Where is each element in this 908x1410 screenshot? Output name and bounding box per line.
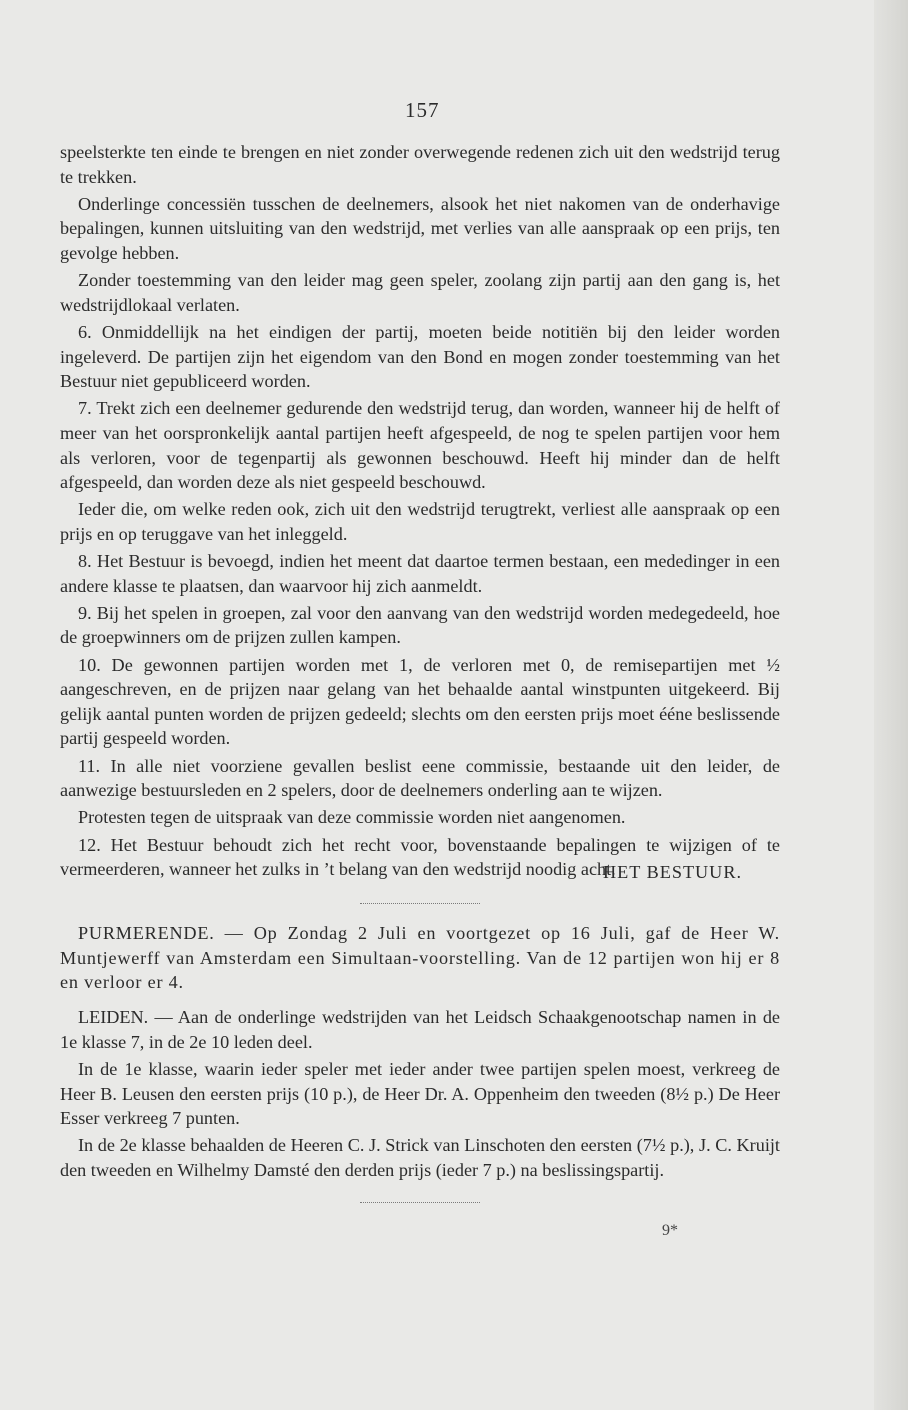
separator	[60, 1185, 780, 1210]
body-text	[60, 140, 780, 1220]
page-number: 157	[405, 98, 440, 122]
signature-mark: 9*	[662, 1222, 678, 1239]
scan-edge	[874, 0, 908, 1410]
paragraph: In de 2e klasse behaalden de Heeren C. J. Strick van Linschoten den eersten (7½ p.), J. C. Kruijt den tweeden en Wilhelmy Damsté den derden prijs (ieder 7 p.) na beslissingspartij.	[60, 1135, 780, 1181]
paragraph: LEIDEN. — Aan de onderlinge wedstrijden van het Leidsch Schaakgenootschap namen in de 1e klasse 7, in de 2e 10 leden deel.	[60, 1007, 780, 1052]
paragraph: Protesten tegen de uitspraak van deze commissie worden niet aangenomen.	[78, 807, 626, 828]
paragraph: 9. Bij het spelen in groepen, zal voor den aanvang van den wedstrijd worden medegedeeld, hoe de groepwinners om de prijzen zullen kampen.	[60, 602, 780, 648]
paragraph: 6. Onmiddellijk na het eindigen der partij, moeten beide notitiën bij den leider worden ingeleverd. De partijen zijn het eigendom van den Bond en mogen zonder toestemming van het Bestuur niet gepubliceerd worden.	[60, 321, 780, 392]
paragraph: 7. Trekt zich een deelnemer gedurende den wedstrijd terug, dan worden, wanneer hij de helft of meer van het oorspronkelijk aantal partijen heeft afgespeeld, de nog te spelen partijen voor hem als verloren, voor de tegenpartij als gewonnen beschouwd. Heeft hij minder dan de helft afgespeeld, dan worden deze als niet gespeeld beschouwd.	[60, 398, 780, 493]
paragraph: In de 1e klasse, waarin ieder speler met ieder ander twee partijen spelen moest, verkreeg de Heer B. Leusen den eersten prijs (10 p.), de Heer Dr. A. Oppenheim den tweeden (8½ p.) De Heer Esser verkreeg 7 punten.	[60, 1059, 780, 1129]
paragraph: Onderlinge concessiën tusschen de deelnemers, alsook het niet nakomen van de onderhavige bepalingen, kunnen uitsluiting van den wedstrijd, met verlies van alle aanspraak op een prijs, ten gevolge hebben.	[60, 193, 780, 263]
paragraph: PURMERENDE. — Op Zondag 2 Juli en voortgezet op 16 Juli, gaf de Heer W. Muntjewerff van Amsterdam een Simultaan-voorstelling. Van de 12 partijen won hij er 8 en verloor er 4.	[60, 922, 780, 993]
paragraph: 12. Het Bestuur behoudt zich het recht voor, bovenstaande bepalingen te wijzigen of te vermeerderen, wanneer het zulks in ’t belang van den wedstrijd noodig acht.	[60, 834, 780, 880]
paragraph: 8. Het Bestuur is bevoegd, indien het meent dat daartoe termen bestaan, een mededinger in een andere klasse te plaatsen, dan waarvoor hij zich aanmeldt.	[60, 551, 780, 596]
paragraph: speelsterkte ten einde te brengen en niet zonder overwegende redenen zich uit den wedstrijd terug te trekken.	[60, 142, 780, 187]
paragraph: 11. In alle niet voorziene gevallen beslist eene commissie, bestaande uit den leider, de aanwezige bestuursleden en 2 spelers, door de deelnemers onderling aan te wijzen.	[60, 755, 780, 801]
signature: HET BESTUUR.	[603, 861, 742, 882]
paragraph: Ieder die, om welke reden ook, zich uit den wedstrijd terugtrekt, verliest alle aanspraak op een prijs en op teruggave van het inleggeld.	[60, 499, 780, 544]
paragraph: Zonder toestemming van den leider mag geen speler, zoolang zijn partij aan den gang is, het wedstrijdlokaal verlaten.	[60, 270, 780, 315]
separator	[60, 886, 780, 911]
paragraph: 10. De gewonnen partijen worden met 1, de verloren met 0, de remisepartijen met ½ aangeschreven, en de prijzen naar gelang van het behaalde aantal winstpunten uitgekeerd. Bij gelijk aantal punten worden de prijzen gedeeld; slechts om den eersten prijs moet ééne beslissende partij gespeeld worden.	[60, 654, 780, 749]
